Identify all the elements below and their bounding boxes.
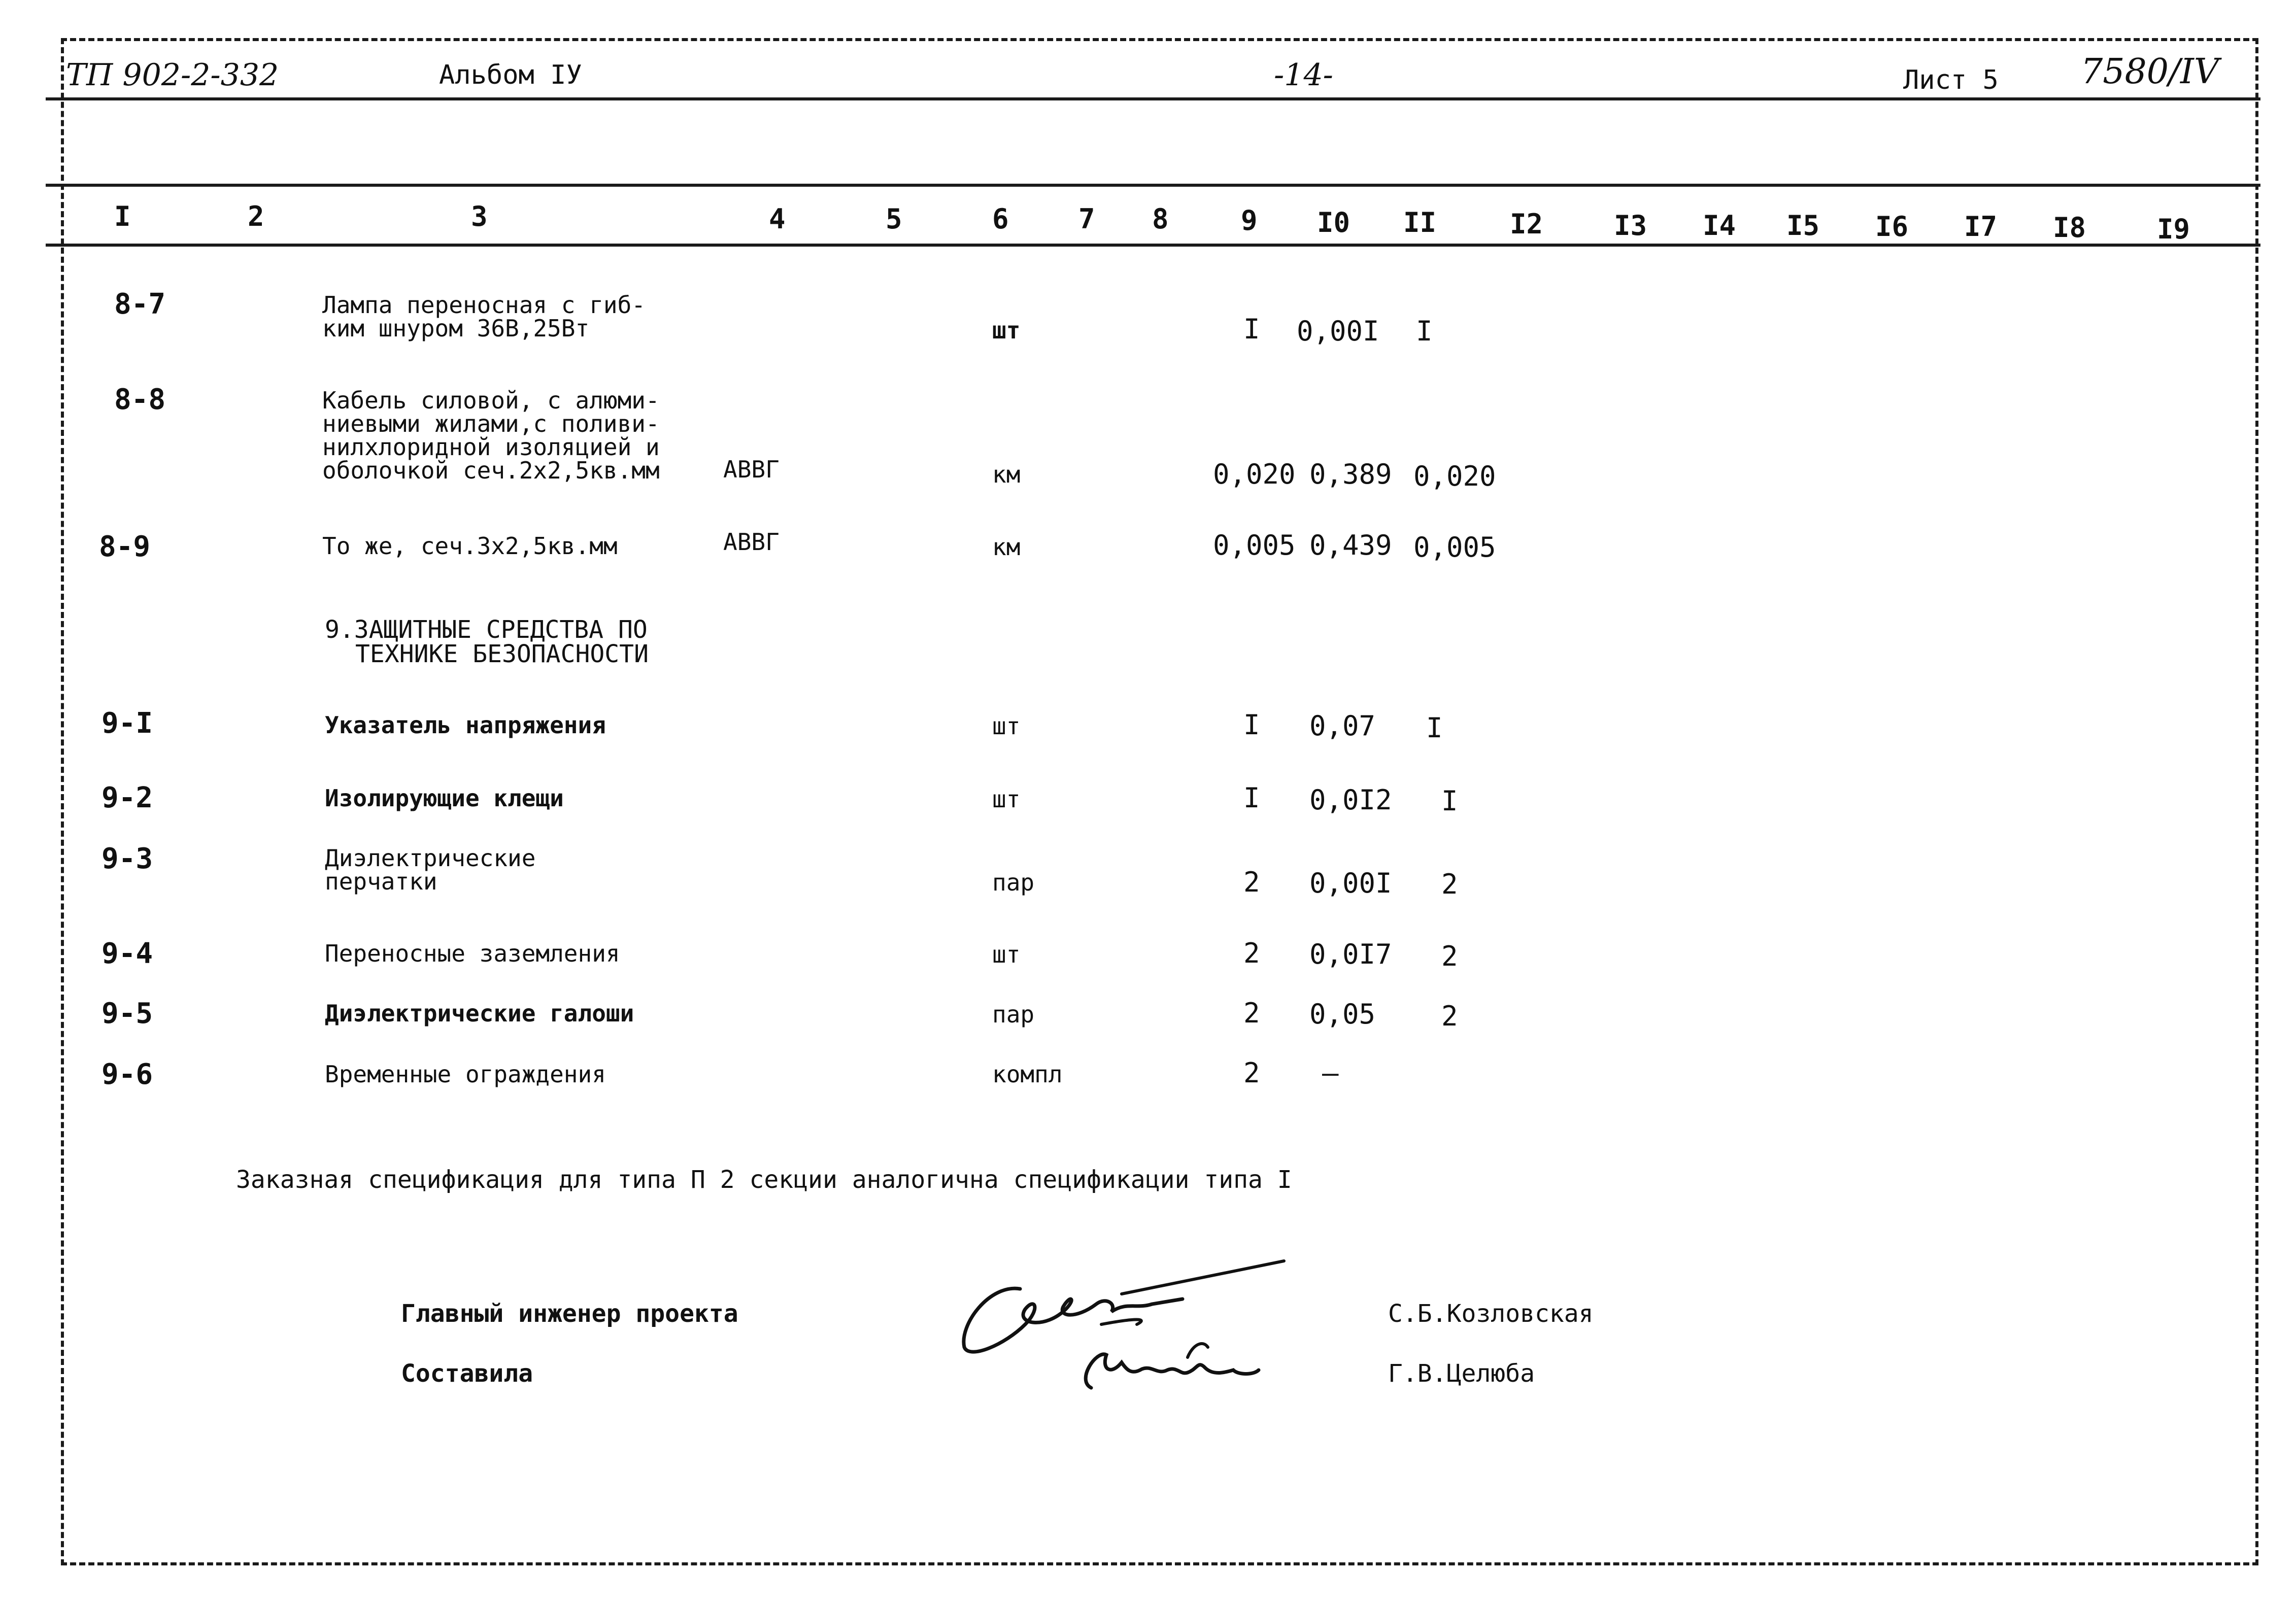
row-total: I [1441, 785, 1458, 817]
row-total: I [1416, 315, 1433, 347]
row-mass: 0,0I7 [1309, 938, 1392, 970]
row-quantity: I [1243, 709, 1260, 741]
album-label: Альбом IУ [439, 60, 582, 90]
row-name-line: Диэлектрические галоши [325, 1000, 634, 1027]
row-mass: 0,07 [1309, 710, 1376, 742]
inventory-number: 7580/IV [2081, 52, 2219, 92]
row-mass: 0,389 [1309, 458, 1392, 490]
column-number: 8 [1152, 203, 1169, 235]
column-number: I5 [1786, 210, 1820, 242]
row-name-line: Лампа переносная с гиб- [322, 291, 646, 319]
row-name-line: Изолирующие клещи [325, 784, 564, 812]
project-code: ТП 902-2-332 [66, 57, 279, 93]
row-name-line: То же, сеч.3х2,5кв.мм [322, 532, 618, 560]
signature-role: Составила [401, 1359, 533, 1388]
row-total: 2 [1441, 868, 1458, 900]
row-name-line: Временные ограждения [325, 1061, 606, 1088]
column-header-rule [46, 244, 2260, 247]
row-name-line: перчатки [325, 868, 437, 895]
row-code: 9-I [102, 707, 153, 740]
row-mass: 0,05 [1309, 998, 1376, 1030]
row-total: I [1426, 712, 1443, 744]
row-quantity: 2 [1243, 997, 1260, 1029]
row-quantity: I [1243, 313, 1260, 345]
section-heading: ТЕХНИКЕ БЕЗОПАСНОСТИ [355, 640, 649, 668]
column-number: I3 [1614, 210, 1647, 242]
row-unit: км [992, 461, 1021, 488]
signatory-name: Г.В.Целюба [1388, 1359, 1535, 1388]
table-top-rule [46, 184, 2260, 187]
signature-role: Главный инженер проекта [401, 1300, 738, 1328]
column-number: I9 [2157, 213, 2190, 245]
sheet-label: Лист 5 [1903, 65, 1999, 95]
row-mass: 0,00I [1297, 315, 1379, 347]
row-unit: км [992, 533, 1021, 561]
row-unit: компл [992, 1061, 1063, 1088]
column-number: I4 [1703, 210, 1736, 242]
row-quantity: 0,020 [1213, 458, 1296, 490]
row-unit: пар [992, 869, 1035, 896]
column-number: 9 [1241, 204, 1258, 236]
row-code: 8-9 [99, 530, 151, 563]
header-rule [46, 97, 2260, 100]
row-name-line: ким шнуром 36В,25Вт [322, 315, 590, 342]
row-code: 8-8 [114, 383, 166, 416]
row-quantity: 2 [1243, 1057, 1260, 1089]
page-number: -14- [1274, 57, 1333, 93]
note-text: Заказная спецификация для типа П 2 секции аналогична спецификации типа I [236, 1166, 1292, 1194]
row-name-line: оболочкой сеч.2х2,5кв.мм [322, 457, 660, 484]
row-name-line: Указатель напряжения [325, 711, 606, 739]
row-mass: 0,00I [1309, 867, 1392, 899]
row-unit: шт [992, 317, 1021, 344]
row-mass: – [1322, 1057, 1339, 1089]
row-code: 9-3 [102, 842, 153, 875]
row-mass: 0,0I2 [1309, 784, 1392, 816]
column-number: 6 [992, 203, 1009, 235]
row-total: 0,005 [1413, 531, 1496, 563]
row-code: 8-7 [114, 288, 166, 321]
row-quantity: 2 [1243, 866, 1260, 898]
row-name-line: Диэлектрические [325, 844, 536, 872]
row-unit: шт [992, 712, 1021, 740]
column-number: I7 [1964, 211, 1998, 243]
column-number: I0 [1317, 207, 1350, 238]
row-quantity: 2 [1243, 937, 1260, 969]
row-brand: АВВГ [723, 528, 780, 556]
row-name-line: ниевыми жилами,с поливи- [322, 410, 660, 437]
section-heading: 9.ЗАЩИТНЫЕ СРЕДСТВА ПО [325, 616, 648, 644]
column-number: II [1403, 207, 1437, 238]
row-code: 9-4 [102, 937, 153, 970]
row-quantity: 0,005 [1213, 529, 1296, 561]
column-number: 2 [248, 200, 264, 232]
column-number: 3 [471, 200, 488, 232]
row-total: 2 [1441, 1000, 1458, 1032]
row-name-line: Кабель силовой, с алюми- [322, 387, 660, 414]
row-total: 2 [1441, 940, 1458, 972]
column-number: I6 [1875, 211, 1909, 243]
row-unit: пар [992, 1001, 1035, 1028]
column-number: 7 [1078, 203, 1095, 235]
handwritten-signatures [949, 1248, 1294, 1400]
column-number: 5 [886, 203, 902, 235]
row-unit: шт [992, 941, 1021, 968]
column-number: 4 [769, 203, 786, 235]
row-code: 9-5 [102, 997, 153, 1030]
row-mass: 0,439 [1309, 529, 1392, 561]
signatory-name: С.Б.Козловская [1388, 1300, 1594, 1328]
row-code: 9-6 [102, 1058, 153, 1091]
row-name-line: нилхлоридной изоляцией и [322, 433, 660, 461]
row-total: 0,020 [1413, 460, 1496, 492]
row-unit: шт [992, 785, 1021, 813]
row-quantity: I [1243, 782, 1260, 814]
column-number: I2 [1510, 208, 1543, 240]
column-number: I8 [2053, 212, 2086, 244]
row-name-line: Переносные заземления [325, 940, 620, 967]
row-code: 9-2 [102, 781, 153, 814]
column-number: I [114, 200, 131, 232]
row-brand: АВВГ [723, 456, 780, 483]
